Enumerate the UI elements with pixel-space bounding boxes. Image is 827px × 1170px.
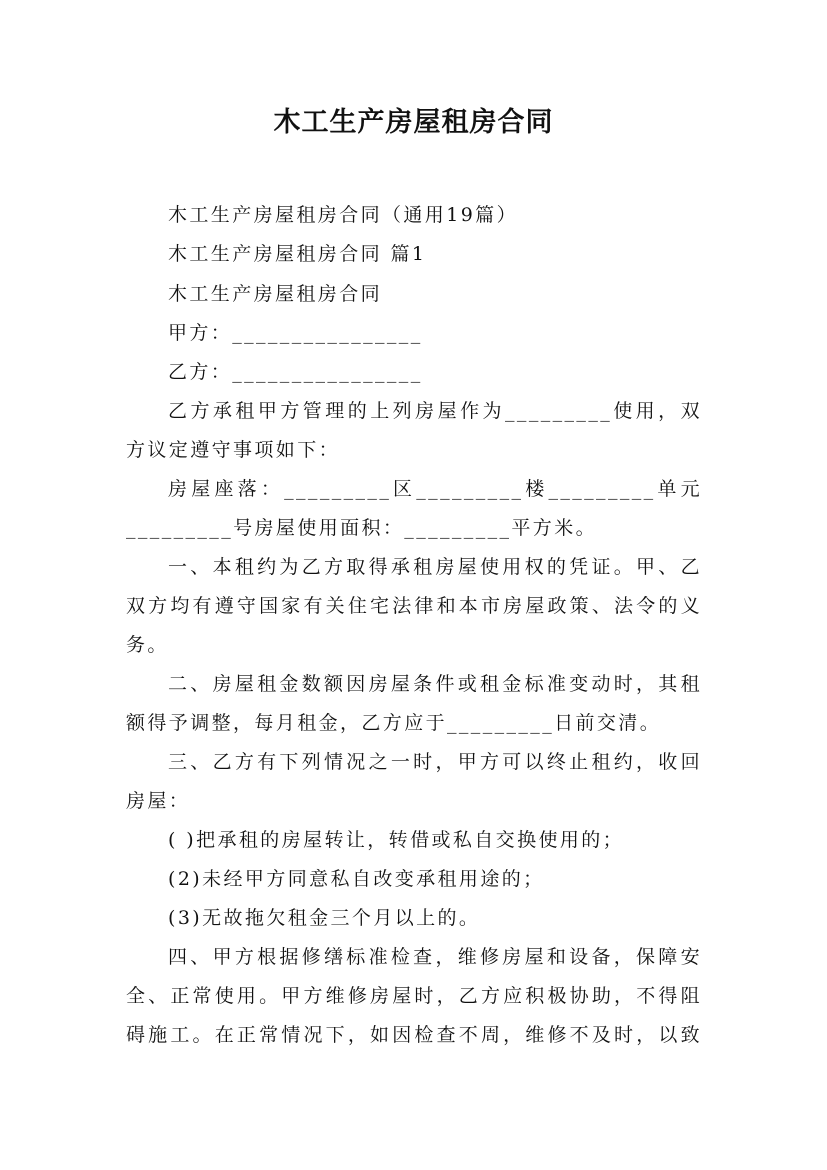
address-line: _________号房屋使用面积：_________平方米。 bbox=[126, 517, 598, 539]
clause-3-line: 房屋： bbox=[126, 790, 191, 812]
clause-1-line: 双方均有遵守国家有关住宅法律和本市房屋政策、法令的义 bbox=[126, 595, 702, 617]
section-heading: 木工生产房屋租房合同 篇1 bbox=[168, 243, 427, 265]
paragraph-line: 方议定遵守事项如下： bbox=[126, 439, 341, 461]
clause-1-line: 务。 bbox=[126, 634, 169, 656]
subtitle-line: 木工生产房屋租房合同（通用19篇） bbox=[168, 204, 518, 226]
paragraph-line: 乙方承租甲方管理的上列房屋作为_________使用，双 bbox=[168, 400, 702, 422]
clause-3-item: (2)未经甲方同意私自改变承租用途的； bbox=[168, 868, 545, 890]
clause-3-item: (3)无故拖欠租金三个月以上的。 bbox=[168, 907, 481, 929]
address-line: 房屋座落：_________区_________楼_________单元 bbox=[168, 478, 702, 500]
document-title: 木工生产房屋租房合同 bbox=[273, 107, 554, 138]
clause-3-line: 三、乙方有下列情况之一时，甲方可以终止租约，收回 bbox=[168, 751, 702, 773]
party-b-line: 乙方：________________ bbox=[168, 361, 423, 383]
contract-heading: 木工生产房屋租房合同 bbox=[168, 283, 383, 305]
clause-4-line: 四、甲方根据修缮标准检查，维修房屋和设备，保障安 bbox=[168, 946, 702, 968]
clause-4-line: 全、正常使用。甲方维修房屋时，乙方应积极协助，不得阻 bbox=[126, 985, 702, 1007]
party-a-line: 甲方：________________ bbox=[168, 322, 423, 344]
clause-2-line: 额得予调整，每月租金，乙方应于_________日前交清。 bbox=[126, 712, 662, 734]
clause-4-line: 碍施工。在正常情况下，如因检查不周，维修不及时，以致 bbox=[126, 1024, 702, 1046]
clause-1-line: 一、本租约为乙方取得承租房屋使用权的凭证。甲、乙 bbox=[168, 556, 702, 578]
clause-3-item: ( )把承租的房屋转让，转借或私自交换使用的； bbox=[168, 829, 625, 851]
clause-2-line: 二、房屋租金数额因房屋条件或租金标准变动时，其租 bbox=[168, 673, 702, 695]
